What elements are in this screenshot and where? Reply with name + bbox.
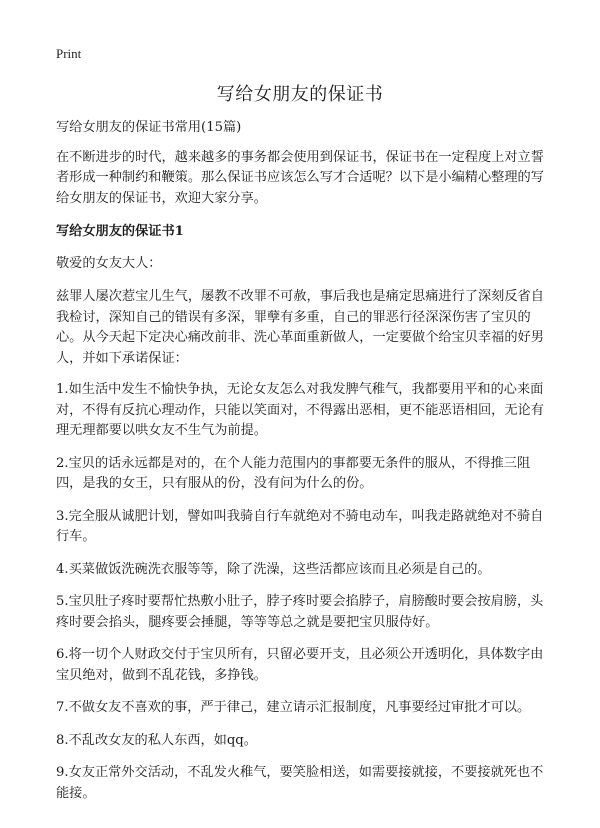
section-heading: 写给女朋友的保证书1 xyxy=(56,224,184,239)
pledge-item: 7.不做女友不喜欢的事，严于律己，建立请示汇报制度，凡事要经过审批才可以。 xyxy=(56,700,531,715)
opening-paragraph: 兹罪人屡次惹宝儿生气，屡教不改罪不可赦，事后我也是痛定思痛进行了深刻反省自我检讨，深知自己的错误有多深，罪孽有多重，自己的罪恶行径深深伤害了宝贝的心。从今天起下定决心痛改前非、洗心革面重新做人，一定要做个给宝贝幸福的好男人，并如下承诺保证： xyxy=(56,289,544,366)
pledge-item: 6.将一切个人财政交付于宝贝所有，只留必要开支，且必须公开透明化，具体数字由宝贝绝对，做到不乱花钱，多挣钱。 xyxy=(56,647,544,683)
pledge-item: 8.不乱改女友的私人东西，如qq。 xyxy=(56,732,257,748)
pledge-item: 4.买菜做饭洗碗洗衣服等等，除了洗澡，这些活都应该而且必须是自己的。 xyxy=(56,561,491,577)
greeting-line: 敬爱的女友大人： xyxy=(56,255,162,271)
print-link[interactable]: Print xyxy=(56,46,82,61)
pledge-item: 2.宝贝的话永远都是对的，在个人能力范围内的事都要无条件的服从，不得推三阻四，是我的女王，只有服从的份，没有问为什么的份。 xyxy=(56,455,531,491)
pledge-item: 9.女友正常外交活动，不乱发火稚气，要笑脸相送，如需要接就接，不要接就死也不能接。 xyxy=(56,765,544,801)
document-title: 写给女朋友的保证书 xyxy=(216,84,384,105)
article-body xyxy=(56,118,544,816)
pledge-item: 1.如生活中发生不愉快争执，无论女友怎么对我发脾气稚气，我都要用平和的心来面对，不得有反抗心理动作，只能以笑面对，不得露出恶相，更不能恶语相回，无论有理无理都要以哄女友不生气为前提。 xyxy=(56,382,544,438)
intro-paragraph: 在不断进步的时代，越来越多的事务都会使用到保证书，保证书在一定程度上对立誓者形成一种制约和鞭策。那么保证书应该怎么写才合适呢？以下是小编精心整理的写给女朋友的保证书，欢迎大家分享。 xyxy=(56,149,544,206)
pledge-item: 5.宝贝肚子疼时要帮忙热敷小肚子，脖子疼时要会掐脖子，肩膀酸时要会按肩膀，头疼时要会掐头，腿疼要会捶腿，等等等总之就是要把宝贝服侍好。 xyxy=(56,594,544,630)
pledge-item: 3.完全服从诚肥计划，譬如叫我骑自行车就绝对不骑电动车，叫我走路就绝对不骑自行车。 xyxy=(56,508,544,544)
article-subtitle: 写给女朋友的保证书常用(15篇) xyxy=(56,120,242,135)
